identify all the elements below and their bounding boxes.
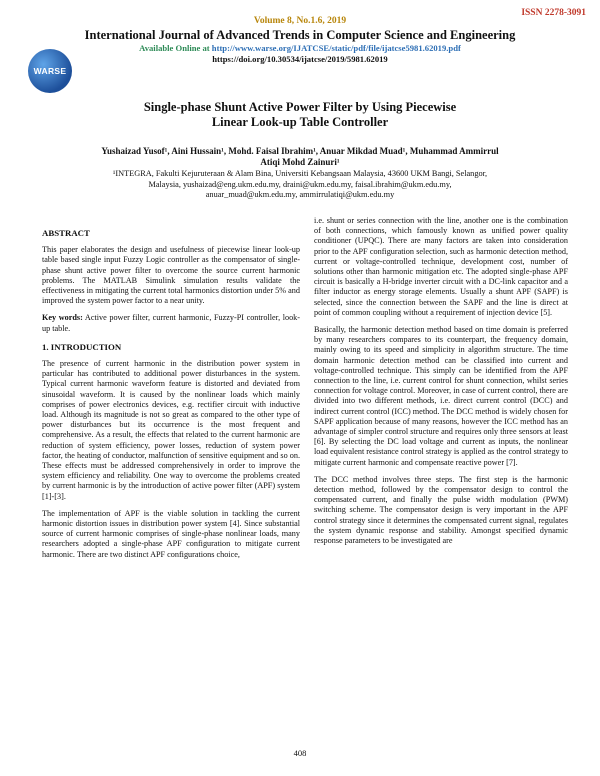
available-prefix: Available Online at bbox=[139, 43, 212, 53]
journal-title: International Journal of Advanced Trends in Computer Science and Engineering bbox=[84, 28, 516, 42]
volume-label: Volume 8, No.1.6, 2019 bbox=[253, 16, 347, 26]
right-paragraph-2: Basically, the harmonic detection method based on time domain is preferred by many researchers compares to its counterpart, the frequency domain, mainly owing to its speed and simplicity in algorithm structure. The time domain harmonic detection method can be classified into current and voltage-controlled technique. This simply can be identified from the APF connection to the line, i.e. current control for shunt connection, whilst series connection for voltage control. Moreover, in case of current control, there are divided into two different methods, i.e. direct current control (DCC) and indirect current control (ICC) method. The DCC method is widely chosen for SAPF application because of many reasons, however the ICC method has an advantage of simpler control structure and requires only three sensors at least [6]. By selecting the DC load voltage and current as inputs, the nonlinear load equivalent resistance control strategy is applied as the control strategy to mitigate current harmonic and compensate reactive power [7]. bbox=[314, 325, 568, 467]
page-number: 408 bbox=[293, 748, 307, 758]
authors-line-2: Atiqi Mohd Zainuri¹ bbox=[260, 157, 340, 167]
affiliation-line-2: Malaysia, yushaizad@eng.ukm.edu.my, draini@ukm.edu.my, faisal.ibrahim@ukm.edu.my, bbox=[148, 179, 452, 189]
doi-link[interactable]: https://doi.org/10.30534/ijatcse/2019/5981.62019 bbox=[212, 54, 388, 64]
title-line-2: Linear Look-up Table Controller bbox=[211, 115, 389, 129]
keywords bbox=[42, 313, 300, 333]
title-line-1: Single-phase Shunt Active Power Filter by Using Piecewise bbox=[143, 100, 457, 114]
author-list bbox=[40, 146, 560, 168]
available-online bbox=[0, 43, 600, 54]
affiliation-line-3: anuar_muad@ukm.edu.my, ammirrulatiqi@ukm.edu.my bbox=[205, 190, 395, 199]
affiliation bbox=[40, 169, 560, 201]
left-column bbox=[42, 228, 300, 567]
issn-label: ISSN 2278-3091 bbox=[521, 8, 586, 18]
abstract-heading: ABSTRACT bbox=[42, 228, 90, 238]
affiliation-line-1: ¹INTEGRA, Fakulti Kejuruteraan & Alam Bina, Universiti Kebangsaan Malaysia, 43600 UKM Bangi, Selangor, bbox=[112, 169, 488, 178]
right-paragraph-1: i.e. shunt or series connection with the line, another one is the combination of both connections, which famously known as unified power quality conditioner (UPQC). There are many factors are taken into consideration prior to the APF configuration selection, such as harmonic detection method, current or voltage-controlled technique, development cost, number of solutions other than harmonic mitigation etc. The adopted single-phase APF circuit is basically a H-bridge inverter circuit with a DC-link capacitor and a filter inductor as energy storage elements. Usually a shunt APF (SAPF) is selected, since the connection between the SAPF and the line is direct at point of common coupling without a requirement of injection device [5]. bbox=[314, 216, 568, 317]
keywords-text: Active power filter, current harmonic, Fuzzy-PI controller, look-up table. bbox=[42, 313, 300, 333]
authors-line-1: Yushaizad Yusof¹, Aini Hussain¹, Mohd. Faisal Ibrahim¹, Anuar Mikdad Muad¹, Muhammad Ammirrul bbox=[101, 146, 499, 156]
warse-logo-text: WARSE bbox=[33, 66, 67, 76]
right-paragraph-3: The DCC method involves three steps. The first step is the harmonic detection method, followed by the compensator design to control the compensated current, and finally the pulse width modulation (PWM) switching scheme. The compensator design is very important in the APF control strategy since it determines the compensated current signal, regulates the system dynamic response and stability. Amongst specified dynamic response parameters to be investigated are bbox=[314, 474, 568, 546]
right-column bbox=[314, 216, 568, 553]
intro-paragraph-2: The implementation of APF is the viable solution in tackling the current harmonic distortion issues in distribution power system [4]. Since substantial source of current harmonic comprises of single-phase nonlinear loads, many researchers adopted a single-phase APF configuration to mitigate current harmonic. There are two distinct APF configurations choice, bbox=[42, 508, 300, 559]
article-url-link[interactable]: http://www.warse.org/IJATCSE/static/pdf/file/ijatcse5981.62019.pdf bbox=[211, 43, 461, 53]
keywords-label: Key words: bbox=[42, 313, 83, 323]
introduction-heading: 1. INTRODUCTION bbox=[42, 341, 122, 352]
intro-paragraph-1: The presence of current harmonic in the distribution power system in particular has contributed to additional power disturbances in the system. Typical current harmonic waveform feature is distorted and deviated from sinusoidal waveform. It is caused by the nonlinear loads which mainly comprises of power electronics devices, e.g. rectifier circuit with inductive load. Although its magnitude is not so great as compared to the other type of power disturbances but its occurrence is the most frequent and comprehensive. As a result, the effects that related to the current harmonic are reduction of system efficiency, power losses, reduction of system power factor, the heating of conductor, malfunction of sensitive equipment and so on. These effects must be addressed comprehensively in order to improve the system efficiency and reliability. One way to overcome the problems created by current harmonic is by the introduction of active power filter (APF) system [1]-[3]. bbox=[42, 359, 300, 501]
abstract-text: This paper elaborates the design and usefulness of piecewise linear look-up table based single input Fuzzy Logic controller as the compensator of single-phase shunt active power filter to overcome the source current harmonic problems. The MATLAB Simulink simulation results validate the effectiveness in mitigating the current total harmonics distortion under 5% and improved the system power factor to a near unity. bbox=[42, 245, 300, 306]
paper-title bbox=[60, 100, 540, 130]
journal-header bbox=[0, 14, 600, 65]
